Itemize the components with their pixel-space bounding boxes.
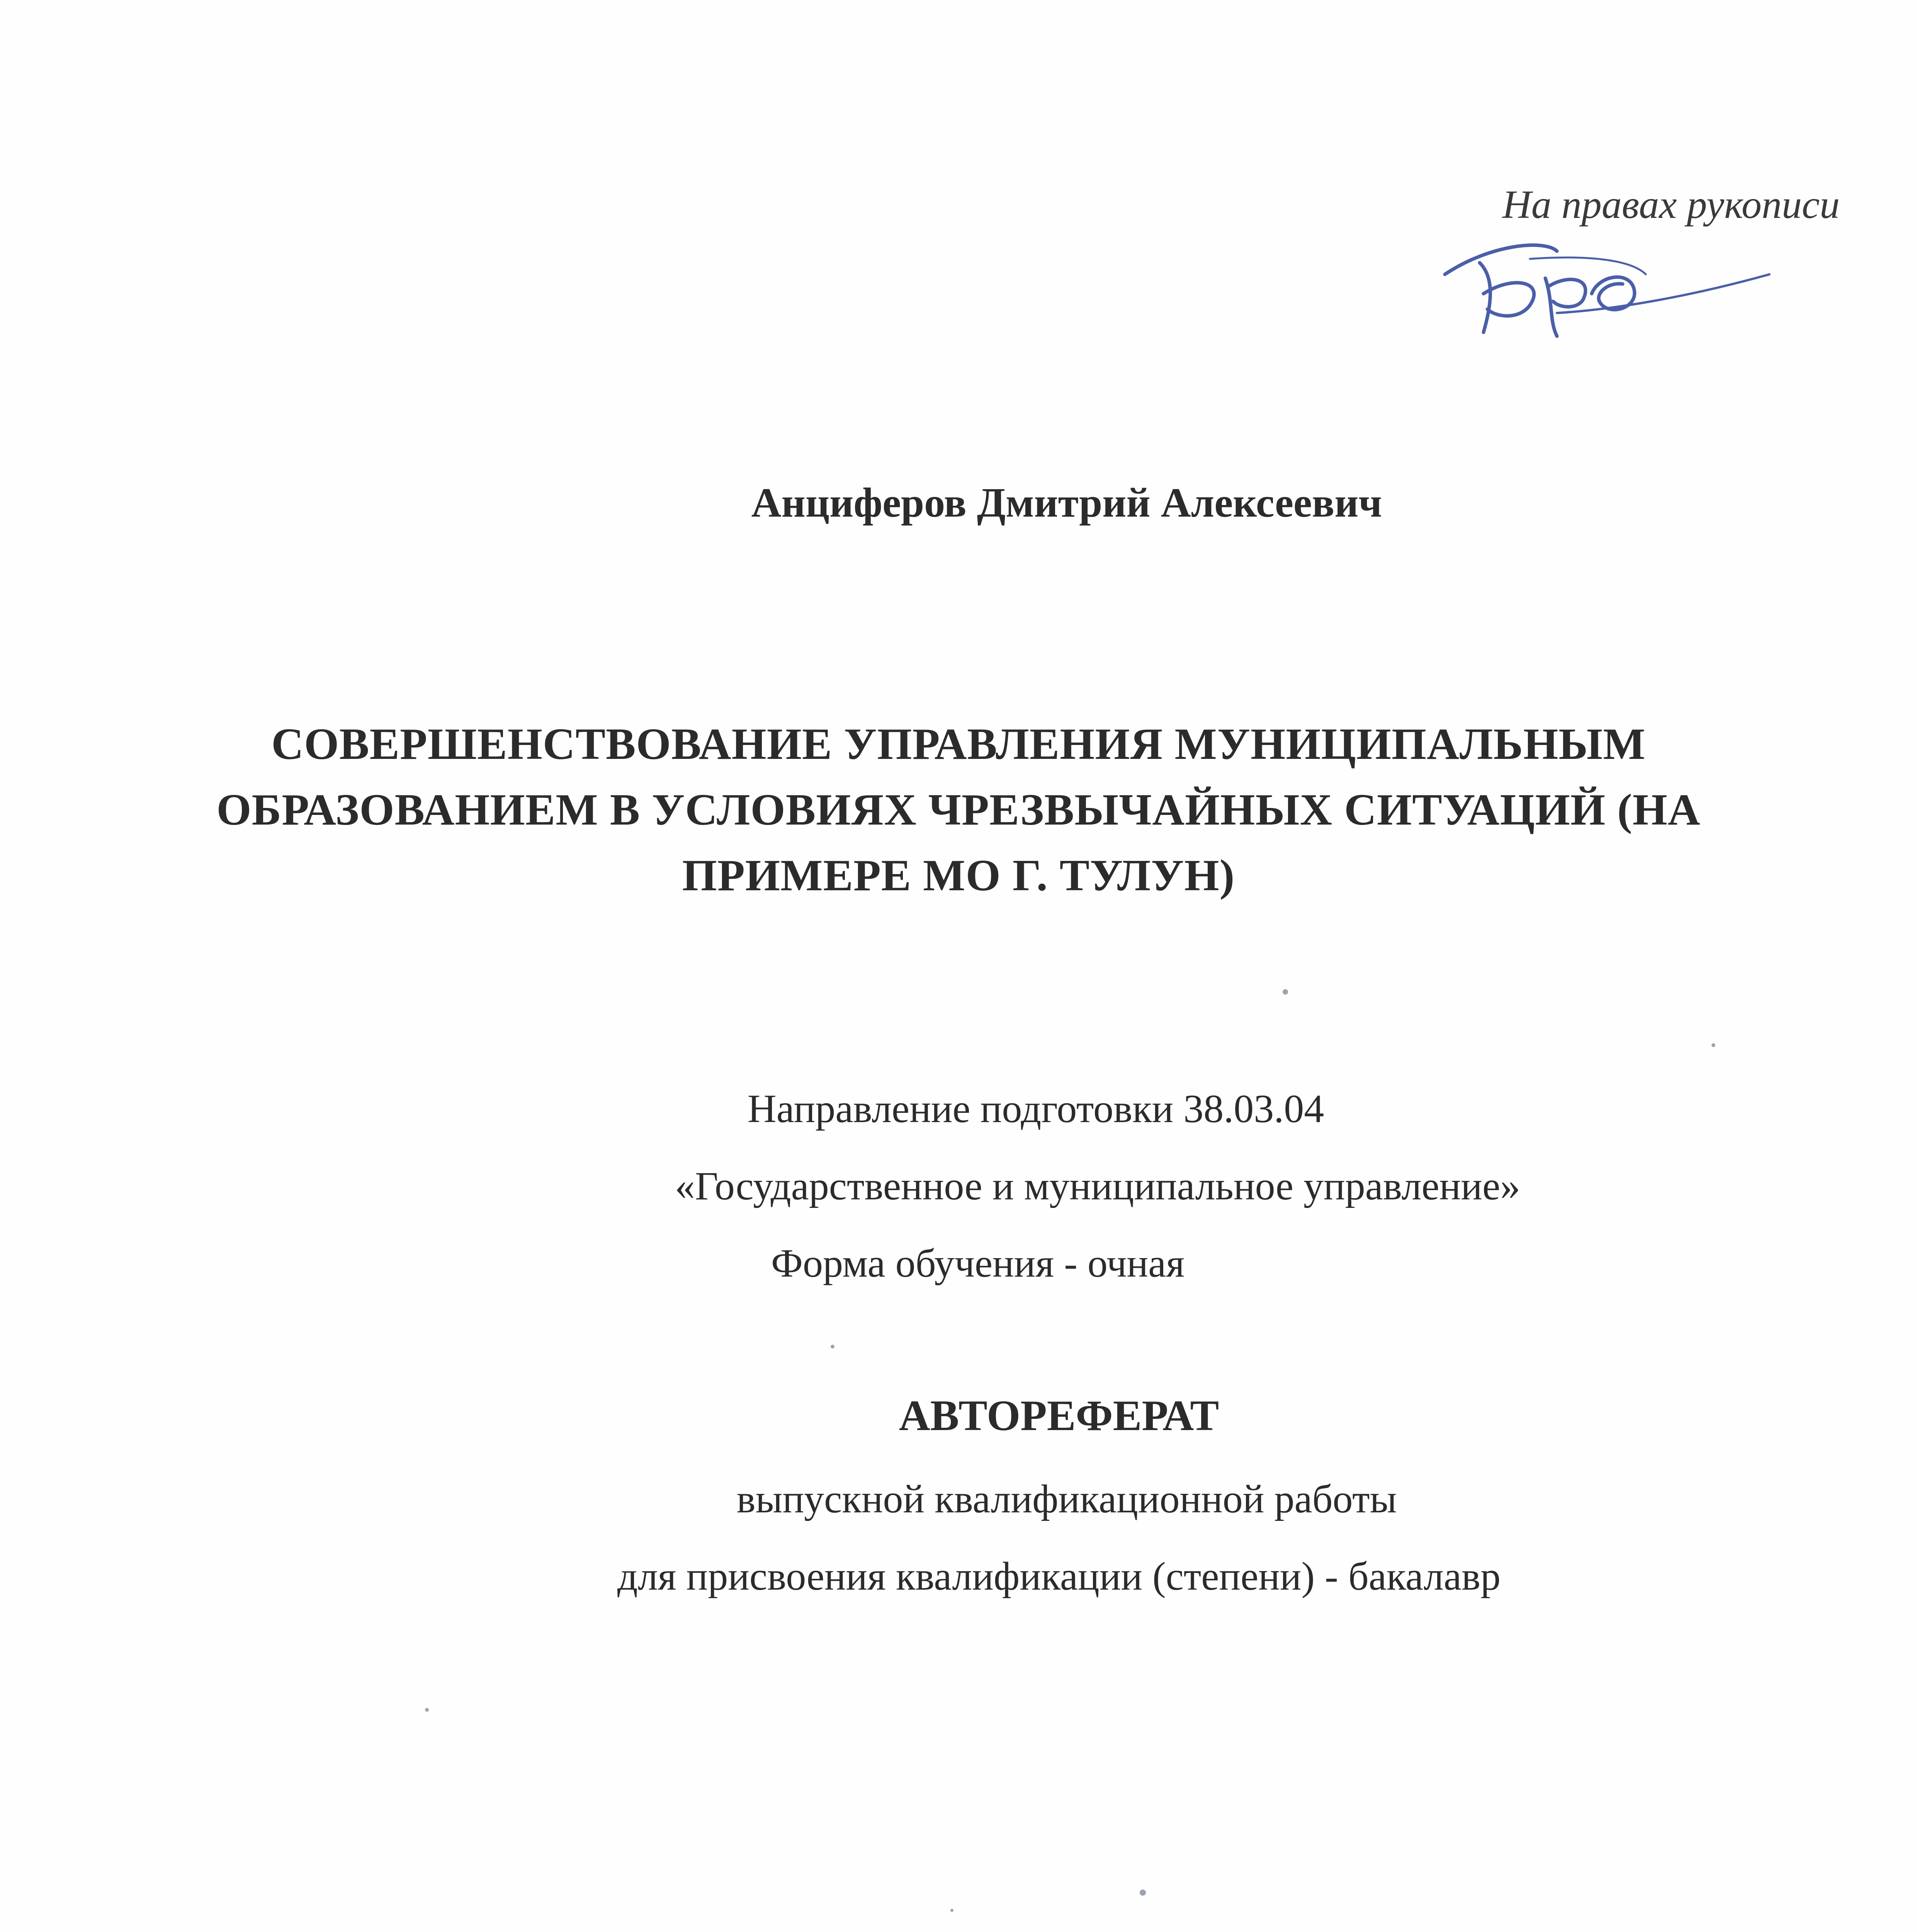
scan-speck — [950, 1909, 953, 1912]
signature-stroke-1 — [1445, 245, 1557, 274]
scan-speck — [831, 1345, 834, 1349]
signature-stroke-7 — [1530, 257, 1646, 274]
author-name: Анциферов Дмитрий Алексеевич — [751, 480, 1382, 526]
signature — [1429, 216, 1777, 348]
signature-stroke-2 — [1480, 263, 1490, 332]
signature-stroke-4 — [1545, 278, 1586, 336]
study-form: Форма обучения - очная — [771, 1241, 1185, 1286]
scan-speck — [425, 1708, 429, 1712]
title-line-2: ОБРАЗОВАНИЕМ В УСЛОВИЯХ ЧРЕЗВЫЧАЙНЫХ СИТУАЦИЙ (НА — [216, 785, 1701, 835]
document-type: АВТОРЕФЕРАТ — [899, 1392, 1219, 1440]
title-line-1: СОВЕРШЕНСТВОВАНИЕ УПРАВЛЕНИЯ МУНИЦИПАЛЬНЫМ — [271, 719, 1646, 769]
scan-speck — [1140, 1889, 1146, 1896]
signature-stroke-6 — [1557, 274, 1769, 313]
purpose-line-2: для присвоения квалификации (степени) - бакалавр — [617, 1554, 1501, 1599]
scan-speck — [1711, 1043, 1715, 1047]
title-line-3: ПРИМЕРЕ МО Г. ТУЛУН) — [682, 851, 1235, 900]
scan-speck — [1283, 989, 1288, 995]
manuscript-note: На правах рукописи — [1502, 182, 1840, 227]
program-name: «Государственное и муниципальное управление» — [675, 1164, 1521, 1208]
direction-label: Направление подготовки 38.03.04 — [747, 1087, 1324, 1131]
purpose-line-1: выпускной квалификационной работы — [736, 1477, 1397, 1521]
